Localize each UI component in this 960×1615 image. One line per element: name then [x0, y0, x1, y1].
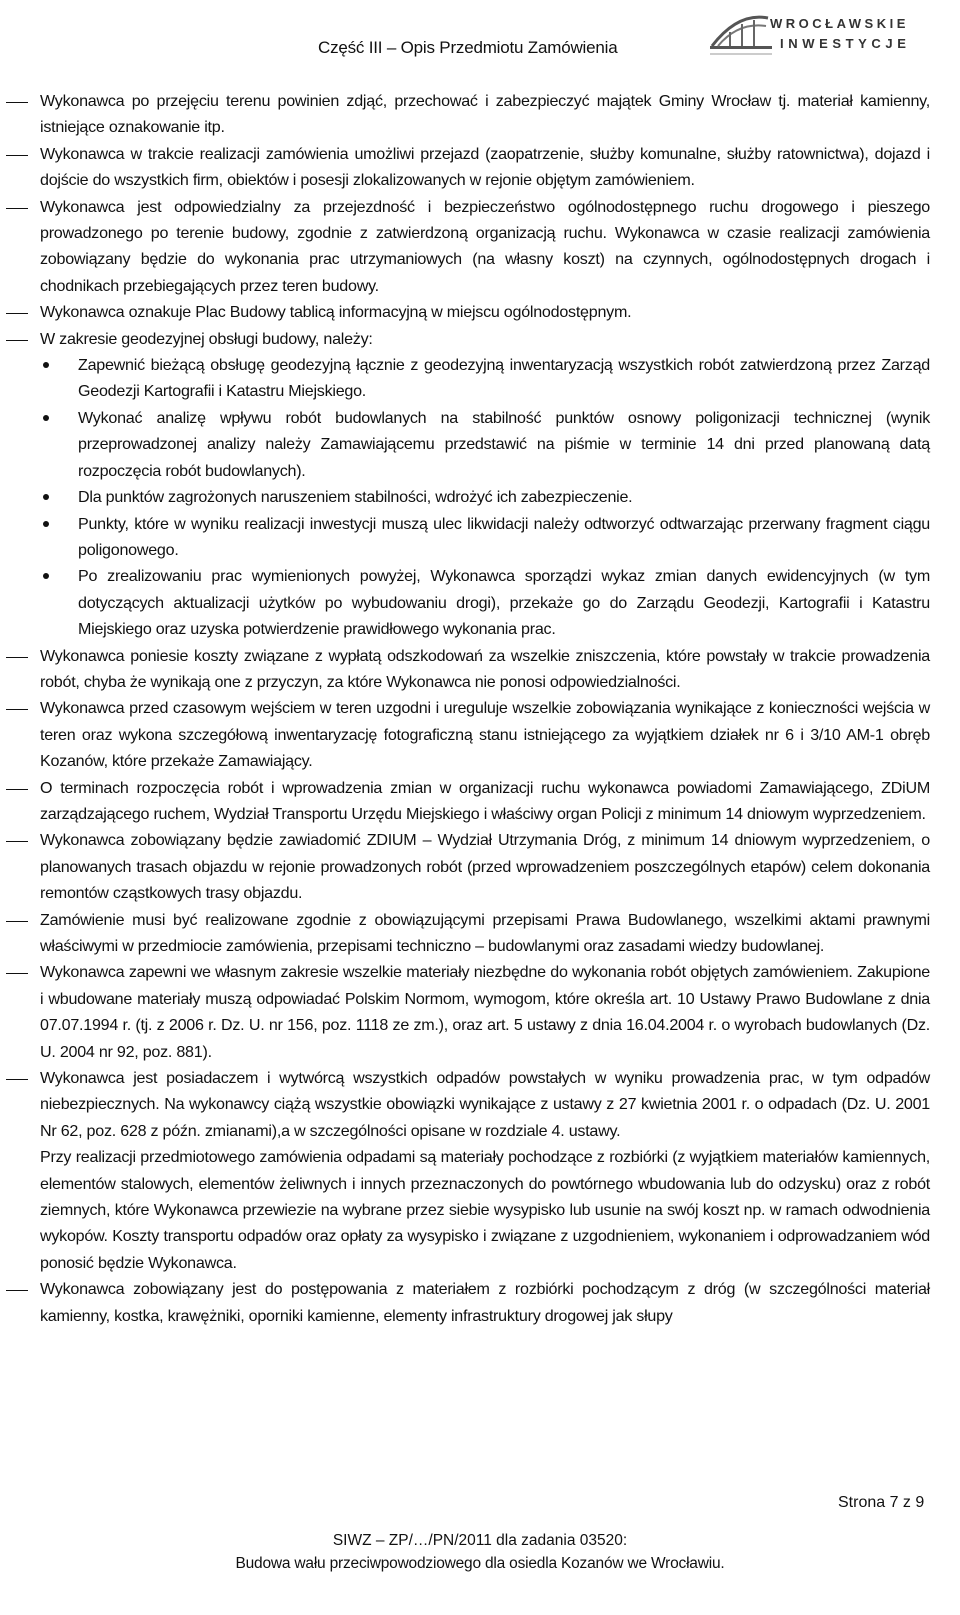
list-item-text: Wykonawca zobowiązany będzie zawiadomić ZDIUM – Wydział Utrzymania Dróg, z minimum 14 dniowym wyprzedzeniem, o planowanych trasach objazdu w rejonie prowadzonych robót (przed wprowadzeniem poszczególnych etapów) celem dokonania remontów cząstkowych trasy objazdu. [40, 831, 930, 903]
dash-marker [6, 1079, 28, 1080]
list-item-text: O terminach rozpoczęcia robót i wprowadzenia zmian w organizacji ruchu wykonawca powiadomi Zamawiającego, ZDiUM zarządzającego ruchem, Wydział Transportu Urzędu Miejskiego i właściwy organ Policji z minimum 14 dniowym wyprzedzeniem. [40, 778, 930, 823]
list-item [0, 88, 960, 141]
list-item [0, 1276, 960, 1329]
document-body [0, 88, 960, 1329]
bullet-item [0, 484, 960, 510]
list-item [0, 959, 960, 1065]
bullet-marker [43, 415, 49, 421]
dash-marker [6, 973, 28, 974]
list-item-text: Wykonawca jest odpowiedzialny za przejezdność i bezpieczeństwo ogólnodostępnego ruchu drogowego i pieszego prowadzonego po terenie budowy, zgodnie z zatwierdzoną organizacją ruchu. Wykonawca w czasie realizacji zamówienia zobowiązany będzie do wykonania prac utrzymaniowych (na własny koszt) na czynnych, ogólnodostępnych drogach i chodnikach przebiegających przez teren budowy. [40, 197, 930, 295]
dash-marker [6, 921, 28, 922]
bullet-item-text: Dla punktów zagrożonych naruszeniem stabilności, wdrożyć ich zabezpieczenie. [78, 488, 633, 507]
list-item-text: Wykonawca w trakcie realizacji zamówienia umożliwi przejazd (zaopatrzenie, służby komunalne, służby ratownictwa), dojazd i dojście do wszystkich firm, obiektów i posesji zlokalizowanych w rejonie objętym zamówieniem. [40, 144, 930, 190]
bullet-item-text: Po zrealizowaniu prac wymienionych powyżej, Wykonawca sporządzi wykaz zmian danych ewidencyjnych (w tym dotyczących aktualizacji użytków po wybudowaniu drogi), przekaże go do Zarządu Geodezji, Kartografii i Katastru Miejskiego oraz uzyska potwierdzenie prawidłowego wykonania prac. [78, 567, 930, 639]
dash-marker [6, 340, 28, 341]
bullet-item [0, 563, 960, 642]
list-item [0, 326, 960, 352]
list-item [0, 695, 960, 774]
page-number: Strona 7 z 9 [838, 1494, 925, 1511]
list-item-text: Wykonawca po przejęciu terenu powinien zdjąć, przechować i zabezpieczyć majątek Gminy Wrocław tj. materiał kamienny, istniejące oznakowanie itp. [40, 92, 930, 137]
list-item-text: W zakresie geodezyjnej obsługi budowy, należy: [40, 329, 373, 348]
dash-marker [6, 709, 28, 710]
footer-project-title: Budowa wału przeciwpowodziowego dla osiedla Kozanów we Wrocławiu. [235, 1555, 725, 1572]
bullet-item [0, 511, 960, 564]
dash-marker [6, 155, 28, 156]
list-item-text: Wykonawca poniesie koszty związane z wypłatą odszkodowań za wszelkie zniszczenia, które powstały w trakcie prowadzenia robót, chyba że wynikają one z przyczyn, za które Wykonawca nie ponosi odpowiedzialności. [40, 646, 930, 691]
bullet-item-text: Punkty, które w wyniku realizacji inwestycji muszą ulec likwidacji należy odtworzyć odtwarzając przerwany fragment ciągu poligonowego. [78, 514, 930, 559]
page-header-title: Część III – Opis Przedmiotu Zamówienia [318, 38, 618, 57]
logo-line2: INWESTYCJE [780, 36, 911, 51]
dash-marker [6, 102, 28, 103]
bullet-marker [43, 494, 49, 500]
list-item-text: Wykonawca zapewni we własnym zakresie wszelkie materiały niezbędne do wykonania robót objętych zamówieniem. Zakupione i wbudowane materiały muszą odpowiadać Polskim Normom, wymogom, które określa art. 10 Ustawy Prawo Budowlane z dnia 07.07.1994 r. (tj. z 2006 r. Dz. U. nr 156, poz. 1118 ze zm.), oraz art. 5 ustawy z dnia 16.04.2004 r. o wyrobach budowlanych (Dz. U. 2004 nr 92, poz. 881). [40, 963, 930, 1061]
bridge-logo-icon [708, 6, 778, 64]
dash-marker [6, 313, 28, 314]
bullet-item [0, 405, 960, 484]
paragraph [0, 1144, 960, 1276]
list-item-text: Zamówienie musi być realizowane zgodnie z obowiązującymi przepisami Prawa Budowlanego, wszelkimi aktami prawnymi właściwymi w przedmiocie zamówienia, przepisami techniczno – budowlanymi oraz zasadami wiedzy budowlanej. [40, 910, 930, 955]
bullet-marker [43, 521, 49, 527]
dash-marker [6, 208, 28, 209]
list-item [0, 907, 960, 960]
list-item-text: Wykonawca jest posiadaczem i wytwórcą wszystkich odpadów powstałych w wyniku prowadzenia prac, w tym odpadów niebezpiecznych. Na wykonawcy ciążą wszystkie obowiązki wynikające z ustawy z 27 kwietnia 2001 r. o odpadach (Dz. U. 2001 Nr 62, poz. 628 z późn. zmianami),a w szczególności opisane w rozdziale 4. ustawy. [40, 1069, 930, 1140]
dash-marker [6, 841, 28, 842]
footer-reference: SIWZ – ZP/…/PN/2011 dla zadania 03520: [332, 1532, 628, 1549]
paragraph-text: Przy realizacji przedmiotowego zamówienia odpadami są materiały pochodzące z rozbiórki (z wyjątkiem materiałów kamiennych, elementów stalowych, elementów żeliwnych i innych przeznaczonych do powtórnego wbudowania lub do odzysku) oraz z robót ziemnych, które Wykonawca przewiezie na wybrane przez siebie wysypisko lub usunie na swój koszt np. w ramach odwodnienia wykopów. Koszty transportu odpadów oraz opłaty za wysypisko i związane z uzgodnieniem, wykonaniem i odprowadzaniem wód ponosić będzie Wykonawca. [40, 1148, 930, 1272]
list-item [0, 141, 960, 194]
list-item [0, 194, 960, 300]
logo-line1: WROCŁAWSKIE [770, 16, 909, 31]
list-item-text: Wykonawca zobowiązany jest do postępowania z materiałem z rozbiórki pochodzącym z dróg (w szczególności materiał kamienny, kostka, krawężniki, oporniki kamienne, elementy infrastruktury drogowej jak słupy [40, 1280, 930, 1325]
company-logo [708, 6, 928, 64]
bullet-marker [43, 362, 49, 368]
bullet-marker [43, 573, 49, 579]
list-item [0, 827, 960, 906]
list-item-text: Wykonawca oznakuje Plac Budowy tablicą informacyjną w miejscu ogólnodostępnym. [40, 303, 632, 322]
list-item [0, 775, 960, 828]
list-item [0, 1065, 960, 1144]
dash-marker [6, 789, 28, 790]
list-item-text: Wykonawca przed czasowym wejściem w teren uzgodni i ureguluje wszelkie zobowiązania wynikające z konieczności wejścia w teren oraz wykona szczegółową inwentaryzację fotograficzną stanu istniejącego za wyjątkiem działek nr 6 i 3/10 AM-1 obręb Kozanów, które przekaże Zamawiający. [40, 699, 930, 771]
bullet-item-text: Wykonać analizę wpływu robót budowlanych na stabilność punktów osnowy poligonizacji technicznej (wynik przeprowadzonej analizy należy Zamawiającemu przedstawić na piśmie w terminie 14 dni przed planowaną datą rozpoczęcia robót budowlanych). [78, 408, 930, 480]
list-item [0, 299, 960, 325]
bullet-item-text: Zapewnić bieżącą obsługę geodezyjną łącznie z geodezyjną inwentaryzacją wszystkich robót zatwierdzoną przez Zarząd Geodezji Kartografii i Katastru Miejskiego. [78, 356, 930, 401]
list-item [0, 643, 960, 696]
dash-marker [6, 1290, 28, 1291]
dash-marker [6, 657, 28, 658]
bullet-item [0, 352, 960, 405]
